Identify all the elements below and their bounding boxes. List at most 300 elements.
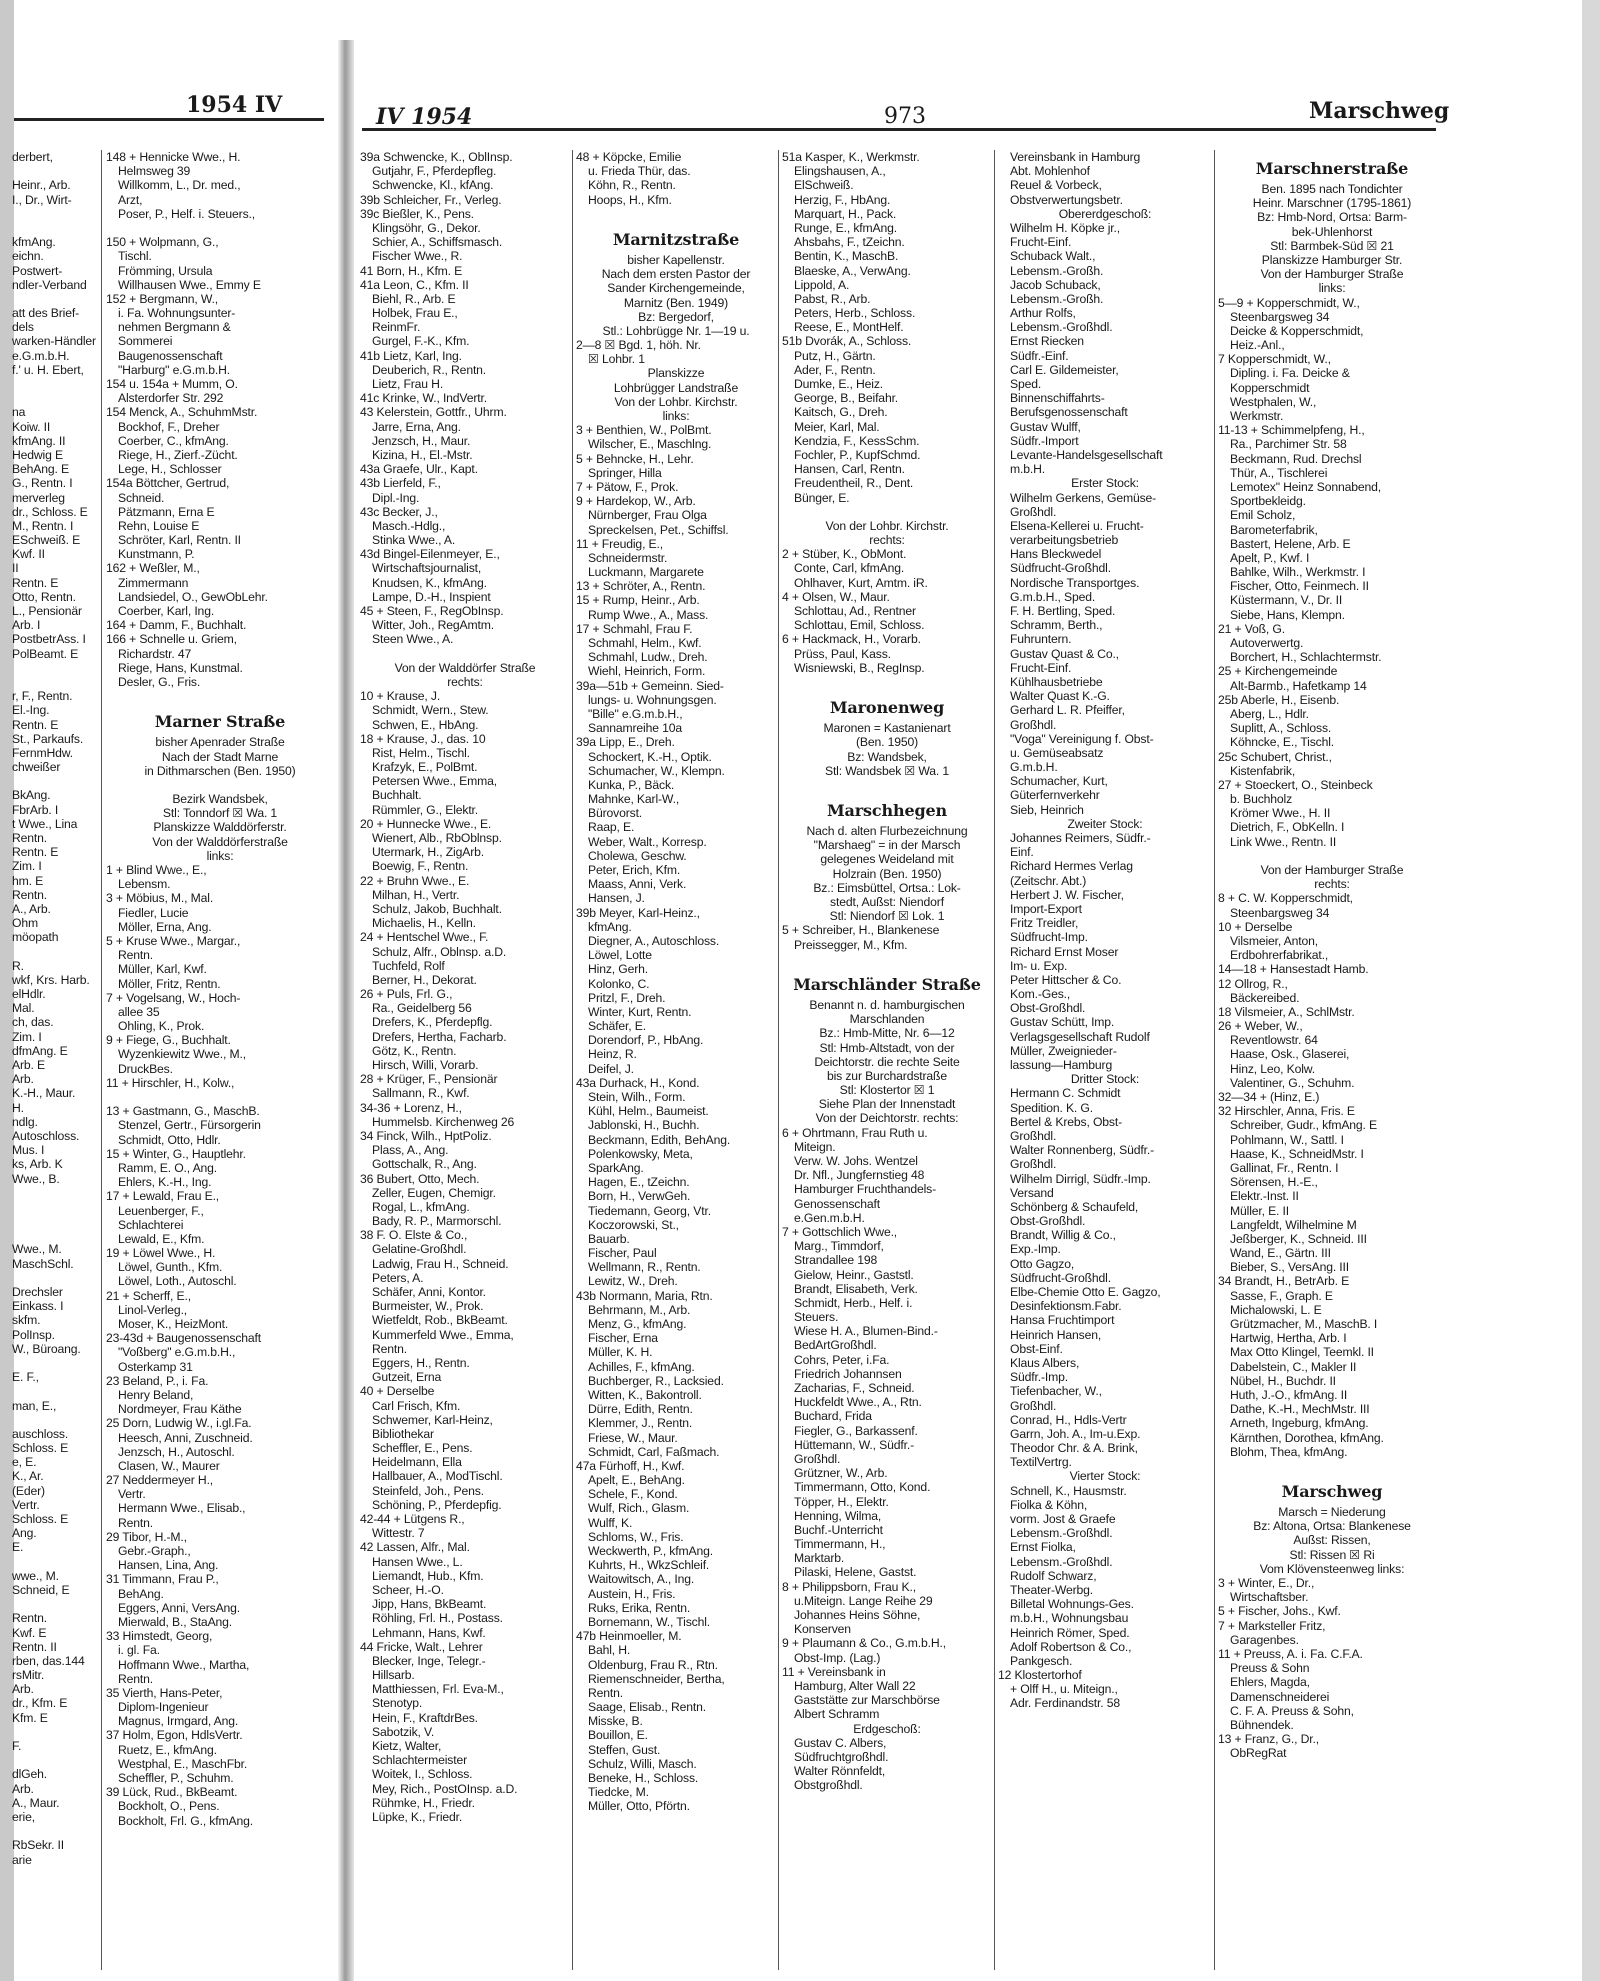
resident-entry: Hirsch, Willi, Vorarb. (372, 1058, 479, 1072)
resident-entry: (Eder) (12, 1483, 45, 1498)
resident-entry: Wyzenkiewitz Wwe., M., (118, 1047, 246, 1062)
resident-entry: PolInsp. (12, 1327, 55, 1342)
resident-entry: Bady, R. P., Marmorschl. (372, 1214, 502, 1229)
house-entry: 43d Bingel-Eilenmeyer, E., (360, 547, 500, 562)
resident-entry: Südfrucht-Großhdl. (1010, 561, 1111, 576)
resident-entry: Preissegger, M., Kfm. (794, 937, 908, 952)
resident-entry: Pätzmann, Erna E (118, 504, 215, 519)
house-entry: 39a Lipp, E., Dreh. (576, 735, 675, 750)
resident-entry: u. Gemüseabsatz (1010, 745, 1104, 760)
resident-entry: Ader, F., Rentn. (794, 362, 876, 377)
resident-entry: Schloms, W., Fris. (588, 1529, 684, 1544)
resident-entry: Timmermann, Otto, Kond. (794, 1480, 931, 1495)
resident-entry: PolBeamt. E (12, 646, 79, 661)
resident-entry: Johannes Heins Söhne, (794, 1608, 921, 1622)
resident-entry: Obst-Großhdl. (1010, 1214, 1086, 1229)
resident-entry: Jipp, Hans, BkBeamt. (372, 1597, 487, 1612)
resident-entry: Hummelsb. Kirchenweg 26 (372, 1114, 515, 1129)
resident-entry: Plass, A., Ang. (372, 1143, 449, 1158)
street-info-line: Bz.: Eimsbüttel, Ortsa.: Lok- (813, 880, 961, 895)
house-entry: 25c Schubert, Christ., (1218, 749, 1332, 764)
resident-entry: Gustav Wulff, (1010, 419, 1081, 434)
resident-entry: Rentn. II (12, 1639, 57, 1654)
column-divider (778, 150, 779, 1970)
resident-entry: ndler-Verband (12, 277, 87, 292)
resident-entry: Schumacher, W., Klempn. (588, 763, 725, 778)
resident-entry: ndlg. (12, 1114, 38, 1129)
blank-line (0, 164, 98, 178)
house-entry: 18 Vilsmeier, A., SchlMstr. (1218, 1004, 1355, 1019)
house-entry: 148 + Hennicke Wwe., H. (106, 150, 241, 164)
resident-entry: Lebensm.-Großhdl. (1010, 320, 1113, 335)
resident-entry: Wwe., M. (12, 1242, 62, 1257)
resident-entry: Friedrich Johannsen (794, 1366, 902, 1381)
street-info-line: Stl: Tonndorf ☒ Wa. 1 (162, 806, 278, 821)
resident-entry: Ruks, Erika, Rentn. (588, 1600, 691, 1615)
resident-entry: Werkmstr. (1230, 409, 1284, 423)
resident-entry: Arthur Rolfs, (1010, 306, 1076, 321)
resident-entry: Levante-Handelsgesellschaft (1010, 447, 1163, 462)
resident-entry: Peters, Herb., Schloss. (794, 306, 916, 321)
house-entry: 41 Born, H., Kfm. E (360, 263, 463, 278)
house-entry: 10 + Derselbe (1218, 919, 1293, 934)
house-entry: 15 + Winter, G., Hauptlehr. (106, 1146, 246, 1161)
resident-entry: Müller, K. H. (588, 1345, 653, 1360)
resident-entry: Beneke, H., Schloss. (588, 1771, 699, 1785)
resident-entry: Otto, Rentn. (12, 589, 76, 604)
resident-entry: Löwel, Lotte (588, 948, 652, 963)
resident-entry: Moser, K., HeizMont. (118, 1317, 229, 1331)
resident-entry: Pabst, R., Arb. (794, 291, 871, 306)
house-entry: 2 + Stüber, K., ObMont. (782, 547, 907, 562)
resident-entry: Arzt, (118, 192, 143, 207)
resident-entry: G.m.b.H., Sped. (1010, 589, 1096, 604)
street-info-line: Heinr. Marschner (1795-1861) (1252, 196, 1412, 211)
resident-entry: Schreiber, Gudr., kfmAng. E (1230, 1118, 1378, 1133)
resident-entry: Möller, Erna, Ang. (118, 919, 212, 934)
house-entry: 25 Dorn, Ludwig W., i.gl.Fa. (106, 1416, 252, 1431)
resident-entry: Strandallee 198 (794, 1253, 878, 1268)
resident-entry: Bornemann, W., Tischl. (588, 1614, 711, 1629)
resident-entry: Fuhruntern. (1010, 632, 1072, 647)
resident-entry: Saage, Elisab., Rentn. (588, 1700, 706, 1715)
resident-entry: Grützmacher, M., MaschB. I (1230, 1317, 1378, 1331)
street-info-line: in Dithmarschen (Ben. 1950) (144, 763, 296, 778)
house-entry: 10 + Krause, J. (360, 689, 441, 704)
resident-entry: f.' u. H. Ebert, (12, 362, 84, 377)
resident-entry: BedArtGroßhdl. (794, 1338, 877, 1353)
street-info-line: stedt, Außst: Niendorf (830, 895, 944, 909)
book-edge-right (1582, 0, 1600, 1981)
resident-entry: Zacharias, F., Schneid. (794, 1381, 915, 1395)
resident-entry: Ladwig, Frau H., Schneid. (372, 1256, 509, 1271)
street-info-line: Holzrain (Ben. 1950) (832, 866, 942, 881)
resident-entry: wkf, Krs. Harb. (12, 972, 90, 987)
resident-entry: Großhdl. (794, 1451, 841, 1466)
resident-entry: Einf. (1010, 845, 1034, 860)
resident-entry: Sommerei (118, 334, 173, 349)
street-info-line: "Marshaeg" = in der Marsch (813, 838, 961, 853)
resident-entry: Vertr. (12, 1497, 40, 1512)
resident-entry: Baugenossenschaft (118, 348, 223, 363)
house-entry: 39a—51b + Gemeinn. Sied- (576, 678, 724, 693)
house-entry: 14—18 + Hansestadt Hamb. (1218, 962, 1369, 977)
resident-entry: Südfrucht-Imp. (1010, 930, 1088, 945)
resident-entry: Freudentheil, R., Dent. (794, 476, 914, 491)
street-info-line: rechts: (1314, 877, 1350, 892)
resident-entry: Zeller, Eugen, Chemigr. (372, 1185, 496, 1200)
resident-entry: kfmAng. (588, 919, 632, 934)
resident-entry: Winter, Kurt, Rentn. (588, 1004, 692, 1019)
house-entry: 7 + Pätow, F., Prok. (576, 479, 679, 494)
resident-entry: Stein, Wilh., Form. (588, 1090, 686, 1104)
resident-entry: Schloss. E (12, 1441, 69, 1456)
house-entry: 39c Bießler, K., Pens. (360, 206, 474, 221)
resident-entry: Utermark, H., ZigArb. (372, 845, 484, 860)
resident-entry: Müller, Zweignieder- (1010, 1043, 1117, 1058)
street-info-line: links: (1318, 281, 1346, 296)
resident-entry: Lebensm.-Großhdl. (1010, 1526, 1113, 1541)
blank-line (0, 1555, 98, 1569)
resident-entry: Petersen Wwe., Emma, (372, 774, 498, 789)
resident-entry: Scheer, H.-O. (372, 1582, 444, 1597)
street-info-line: (Ben. 1950) (855, 735, 919, 750)
resident-entry: Wisniewski, B., RegInsp. (794, 660, 925, 675)
resident-entry: El.-Ing. (12, 703, 50, 718)
resident-entry: lassung—Hamburg (1010, 1058, 1113, 1072)
resident-entry: Sannamreihe 10a (588, 721, 682, 736)
blank-line (0, 774, 98, 788)
resident-entry: Aberg, L., Hdlr. (1230, 706, 1309, 721)
resident-entry: Reventlowstr. 64 (1230, 1033, 1318, 1048)
resident-entry: Arb. I (12, 618, 41, 633)
blank-line (0, 1214, 98, 1228)
resident-entry: Kühl, Helm., Baumeist. (588, 1104, 709, 1119)
resident-entry: (Zeitschr. Abt.) (1010, 873, 1087, 888)
resident-entry: Götz, K., Rentn. (372, 1043, 457, 1058)
resident-entry: Fiedler, Lucie (118, 905, 189, 920)
resident-entry: Fochler, P., KupfSchmd. (794, 447, 921, 462)
resident-entry: Buchberger, R., Lacksied. (588, 1373, 724, 1388)
house-entry: 13 + Schröter, A., Rentn. (576, 579, 706, 594)
resident-entry: Cholewa, Geschw. (588, 848, 687, 863)
resident-entry: Herbert J. W. Fischer, (1010, 887, 1124, 902)
resident-entry: Tiedcke, M. (588, 1785, 649, 1800)
resident-entry: Sportbekleidg. (1230, 494, 1306, 509)
resident-entry: Wirtschaftsber. (1230, 1590, 1309, 1605)
resident-entry: Import-Export (1010, 901, 1082, 916)
street-info-line: bisher Kapellenstr. (627, 252, 725, 267)
resident-entry: Wilhelm Gerkens, Gemüse- (1010, 490, 1157, 505)
resident-entry: Hein, F., KraftdrBes. (372, 1710, 478, 1725)
resident-entry: ElSchweiß. (794, 178, 854, 193)
resident-entry: Jarre, Erna, Ang. (372, 419, 461, 434)
street-info-line: Von der Lohbr. Kirchstr. (614, 394, 738, 409)
house-entry: 18 + Krause, J., das. 10 (360, 731, 486, 746)
right-page-header-right: Marschweg (1309, 98, 1450, 124)
resident-entry: Runge, E., kfmAng. (794, 220, 897, 235)
resident-entry: Lebensm. (118, 877, 171, 892)
house-entry: 162 + Weßler, M., (106, 561, 200, 576)
resident-entry: Nürnberger, Frau Olga (588, 508, 707, 523)
resident-entry: Richard Ernst Moser (1010, 944, 1119, 959)
resident-entry: Tischl. (118, 249, 152, 264)
house-entry: 7 + Marksteller Fritz, (1218, 1618, 1326, 1633)
resident-entry: Schneidermstr. (588, 550, 668, 565)
house-entry: 7 + Gottschlich Wwe., (782, 1224, 898, 1239)
resident-entry: kfmAng. (12, 235, 56, 250)
resident-entry: Löwel, Gunth., Kfm. (118, 1260, 223, 1275)
resident-entry: Töpper, H., Elektr. (794, 1494, 889, 1509)
resident-entry: Elbe-Chemie Otto E. Gagzo, (1010, 1285, 1161, 1299)
street-heading: Marschländer Straße (793, 974, 981, 994)
resident-entry: Dr. Nfl., Jungfernstieg 48 (794, 1168, 925, 1183)
page-number: 973 (884, 104, 926, 129)
resident-entry: E. F., (12, 1370, 39, 1385)
resident-entry: Mey, Rich., PostOInsp. a.D. (372, 1781, 518, 1796)
resident-entry: Rehn, Louise E (118, 518, 200, 533)
resident-entry: Hansen, J. (588, 891, 645, 906)
blank-line (0, 377, 98, 391)
resident-entry: Schulz, Willi, Masch. (588, 1756, 697, 1771)
resident-entry: Güterfernverkehr (1010, 788, 1100, 803)
resident-entry: Borchert, H., Schlachtermstr. (1230, 650, 1382, 665)
resident-entry: Ahsbahs, F., tZeichn. (794, 235, 905, 250)
resident-entry: "Voga" Vereinigung f. Obst- (1010, 731, 1154, 746)
resident-entry: Abt. Mohlenhof (1010, 164, 1090, 179)
resident-entry: Postwert- (12, 263, 63, 278)
resident-entry: Clasen, W., Maurer (118, 1458, 220, 1473)
resident-entry: rsMitr. (12, 1668, 45, 1683)
house-entry: 40 + Derselbe (360, 1384, 435, 1399)
resident-entry: Bahl, H. (588, 1643, 631, 1658)
resident-entry: Arb. (12, 1072, 34, 1087)
house-entry: 12 Ollrog, R., (1218, 976, 1288, 991)
resident-entry: Knudsen, K., kfmAng. (372, 575, 487, 590)
resident-entry: Bouillon, E. (588, 1728, 648, 1743)
resident-entry: erie, (12, 1809, 35, 1824)
resident-entry: St., Parkaufs. (12, 731, 84, 746)
resident-entry: Genossenschaft (794, 1196, 880, 1211)
resident-entry: Kaitsch, G., Dreh. (794, 405, 888, 420)
resident-entry: Lampe, D.-H., Inspient (372, 589, 491, 604)
resident-entry: M., Rentn. I (12, 518, 74, 533)
resident-entry: Grützner, W., Arb. (794, 1466, 888, 1481)
blank-line (0, 1186, 98, 1200)
resident-entry: Ra., Geidelberg 56 (372, 1001, 472, 1016)
column-divider (994, 150, 995, 1970)
resident-entry: Springer, Hilla (588, 465, 662, 480)
resident-entry: Beckmann, Edith, BehAng. (588, 1132, 731, 1147)
resident-entry: Hamburg, Alter Wall 22 (794, 1678, 916, 1693)
resident-entry: Masch.-Hdlg., (372, 518, 446, 533)
house-entry: 23 Beland, P., i. Fa. (106, 1373, 209, 1388)
resident-entry: Waitowitsch, A., Ing. (588, 1572, 695, 1587)
resident-entry: ObRegRat (1230, 1746, 1287, 1761)
resident-entry: Kistenfabrik, (1230, 763, 1296, 778)
house-entry: 3 + Benthien, W., PolBmt. (576, 423, 712, 438)
house-entry: 166 + Schnelle u. Griem, (106, 632, 237, 647)
resident-entry: Mus. I (12, 1143, 45, 1158)
street-info-line: Marschlanden (849, 1012, 925, 1027)
resident-entry: Dipl.-Ing. (372, 490, 420, 505)
house-entry: 27 Neddermeyer H., (106, 1473, 214, 1488)
resident-entry: Krömer Wwe., H. II (1230, 806, 1331, 821)
house-entry: 3 + Winter, E., Dr., (1218, 1576, 1315, 1590)
street-info-line: Bz: Bergedorf, (638, 309, 714, 324)
resident-entry: Kuhrts, H., WkzSchleif. (588, 1558, 710, 1573)
resident-entry: Valentiner, G., Schuhm. (1230, 1075, 1355, 1090)
header-rule (14, 118, 324, 121)
resident-entry: Lewitz, W., Dreh. (588, 1274, 678, 1289)
resident-entry: ESchweiß. E (12, 533, 81, 548)
resident-entry: Köhn, R., Rentn. (588, 178, 676, 193)
resident-entry: Raap, E. (588, 820, 635, 835)
resident-entry: Müller, Otto, Pförtn. (588, 1799, 690, 1814)
resident-entry: Hallbauer, A., ModTischl. (372, 1469, 503, 1484)
resident-entry: Müller, E. II (1230, 1203, 1290, 1218)
resident-entry: Schneid. (118, 490, 165, 505)
resident-entry: Huth, J.-O., kfmAng. II (1230, 1387, 1348, 1402)
blank-line (0, 1356, 98, 1370)
resident-entry: Schäfer, Anni, Kontor. (372, 1285, 486, 1299)
resident-entry: "Voßberg" e.G.m.b.H., (118, 1345, 236, 1360)
resident-entry: A., Arb. (12, 901, 51, 916)
resident-entry: Verw. W. Johs. Wentzel (794, 1154, 918, 1168)
resident-entry: Fischer Wwe., R. (372, 249, 463, 264)
resident-entry: Bockholt, Frl. G., kfmAng. (118, 1813, 253, 1828)
resident-entry: eichn. (12, 249, 44, 264)
resident-entry: Hermann Wwe., Elisab., (118, 1501, 246, 1516)
resident-entry: Wiese H. A., Blumen-Bind.- (794, 1324, 938, 1339)
resident-entry: Lewald, E., Kfm. (118, 1231, 205, 1246)
resident-entry: E. (12, 1540, 24, 1555)
column-divider (101, 150, 102, 1970)
resident-entry: + Olff H., u. Miteign., (1010, 1682, 1118, 1697)
resident-entry: Lebensm.-Großh. (1010, 263, 1104, 278)
left-col-a (0, 150, 98, 1867)
house-entry: 8 + Philippsborn, Frau K., (782, 1579, 916, 1594)
street-heading: Marnitzstraße (612, 229, 740, 249)
street-info-line: Ben. 1895 nach Tondichter (1261, 182, 1403, 196)
resident-entry: Rentn. (118, 948, 154, 963)
resident-entry: Garagenbes. (1230, 1632, 1299, 1647)
resident-entry: Henning, Wilma, (794, 1508, 882, 1523)
resident-entry: Elsena-Kellerei u. Frucht- (1010, 518, 1144, 533)
resident-entry: Miteign. (794, 1139, 836, 1154)
street-info-line: Siehe Plan der Innenstadt (818, 1097, 956, 1112)
resident-entry: ch, das. (12, 1015, 54, 1030)
resident-entry: Rump Wwe., A., Mass. (588, 607, 709, 622)
right-col-4 (998, 150, 1212, 1711)
resident-entry: Lüpke, K., Friedr. (372, 1809, 463, 1824)
resident-entry: Hoffmann Wwe., Martha, (118, 1657, 250, 1672)
resident-entry: Albert Schramm (794, 1707, 880, 1722)
resident-entry: Dorendorf, P., HbAng. (588, 1033, 704, 1048)
street-info-line: Planskizze Walddörferstr. (153, 820, 287, 835)
resident-entry: e.Gen.m.b.H. (794, 1210, 865, 1225)
resident-entry: nehmen Bergmann & (118, 320, 231, 335)
resident-entry: Emil Scholz, (1230, 508, 1296, 523)
resident-entry: warken-Händler (12, 334, 96, 349)
resident-entry: Fischer, Paul (588, 1246, 657, 1261)
street-heading: Marschweg (1281, 1482, 1383, 1502)
resident-entry: Reuel & Vorbeck, (1010, 178, 1102, 193)
resident-entry: Milhan, H., Vertr. (372, 887, 460, 902)
street-info-line: Erdgeschoß: (853, 1721, 921, 1736)
resident-entry: Ohling, K., Prok. (118, 1019, 205, 1034)
house-entry: 41a Leon, C., Kfm. II (360, 277, 469, 292)
street-info-line: Maronen = Kastanienart (823, 721, 951, 736)
resident-entry: Erdbohrerfabrikat., (1230, 948, 1329, 963)
resident-entry: Bünger, E. (794, 490, 850, 505)
resident-entry: Elingshausen, A., (794, 164, 886, 179)
resident-entry: Rentn. (588, 1685, 624, 1700)
resident-entry: e.G.m.b.H. (12, 348, 70, 363)
resident-entry: Schulz, Alfr., Oblnsp. a.D. (372, 944, 507, 959)
book-fold (338, 40, 354, 1981)
street-info-line: Planskizze Hamburger Str. (1261, 252, 1403, 267)
resident-entry: L., Pensionär (12, 604, 82, 618)
resident-entry: Sasse, F., Graph. E (1230, 1288, 1333, 1303)
resident-entry: Pohlmann, W., Sattl. I (1230, 1132, 1344, 1147)
resident-entry: Wulff, K. (588, 1515, 633, 1530)
resident-entry: Menz, G., kfmAng. (588, 1317, 687, 1331)
resident-entry: Nordmeyer, Frau Käthe (118, 1402, 242, 1417)
resident-entry: Koiw. II (12, 419, 51, 434)
resident-entry: Tiefenbacher, W., (1010, 1384, 1102, 1399)
street-info-line: Bz: Wandsbek, (847, 749, 927, 764)
resident-entry: Cohrs, Peter, i.Fa. (794, 1352, 890, 1367)
house-entry: 41c Krinke, W., IndVertr. (360, 391, 487, 406)
resident-entry: Weber, Walt., Korresp. (588, 834, 707, 849)
house-entry: 6 + Hackmack, H., Vorarb. (782, 632, 921, 647)
street-info-line: bis zur Burchardstraße (827, 1068, 947, 1083)
resident-entry: Alt-Barmb., Hafetkamp 14 (1230, 678, 1367, 693)
resident-entry: Verlagsgesellschaft Rudolf (1010, 1029, 1150, 1044)
house-entry: 47a Fürhoff, H., Kwf. (576, 1458, 685, 1473)
resident-entry: Friese, W., Maur. (588, 1430, 678, 1445)
house-entry: 17 + Schmahl, Frau F. (576, 621, 693, 636)
resident-entry: Schuback Walt., (1010, 249, 1096, 264)
resident-entry: Obst-Imp. (Lag.) (794, 1650, 881, 1665)
resident-entry: Heiz.-Anl., (1230, 338, 1285, 353)
resident-entry: Lebensm.-Großhdl. (1010, 1554, 1113, 1569)
house-entry: 154a Böttcher, Gertrud, (106, 476, 230, 491)
house-entry: 41b Lietz, Karl, Ing. (360, 348, 462, 363)
resident-entry: Löwel, Loth., Autoschl. (118, 1274, 237, 1289)
resident-entry: Prüss, Paul, Kass. (794, 646, 891, 661)
resident-entry: Fritz Treidler, (1010, 916, 1079, 931)
resident-entry: Dürre, Edith, Rentn. (588, 1402, 693, 1417)
street-info-line: Marsch = Niederung (1278, 1505, 1386, 1520)
resident-entry: Kühlhausbetriebe (1010, 674, 1103, 689)
house-entry: 164 + Damm, F., Buchhalt. (106, 618, 247, 633)
resident-entry: i. gl. Fa. (118, 1643, 160, 1658)
resident-entry: dr., Kfm. E (12, 1696, 68, 1711)
resident-entry: Kwf. II (12, 547, 45, 562)
resident-entry: Westphal, E., MaschFbr. (118, 1756, 248, 1771)
resident-entry: Bauarb. (588, 1231, 630, 1246)
resident-entry: Rentn. (12, 887, 48, 902)
resident-entry: Frucht-Einf. (1010, 235, 1072, 250)
resident-entry: Schmahl, Ludw., Dreh. (588, 650, 708, 665)
resident-entry: u. Frieda Thür, das. (588, 164, 691, 179)
house-entry: 26 + Weber, W., (1218, 1019, 1303, 1034)
resident-entry: Wirtschaftsjournalist, (372, 561, 482, 576)
resident-entry: Großhdl. (1010, 717, 1057, 732)
resident-entry: Schwen, E., HbAng. (372, 717, 479, 732)
